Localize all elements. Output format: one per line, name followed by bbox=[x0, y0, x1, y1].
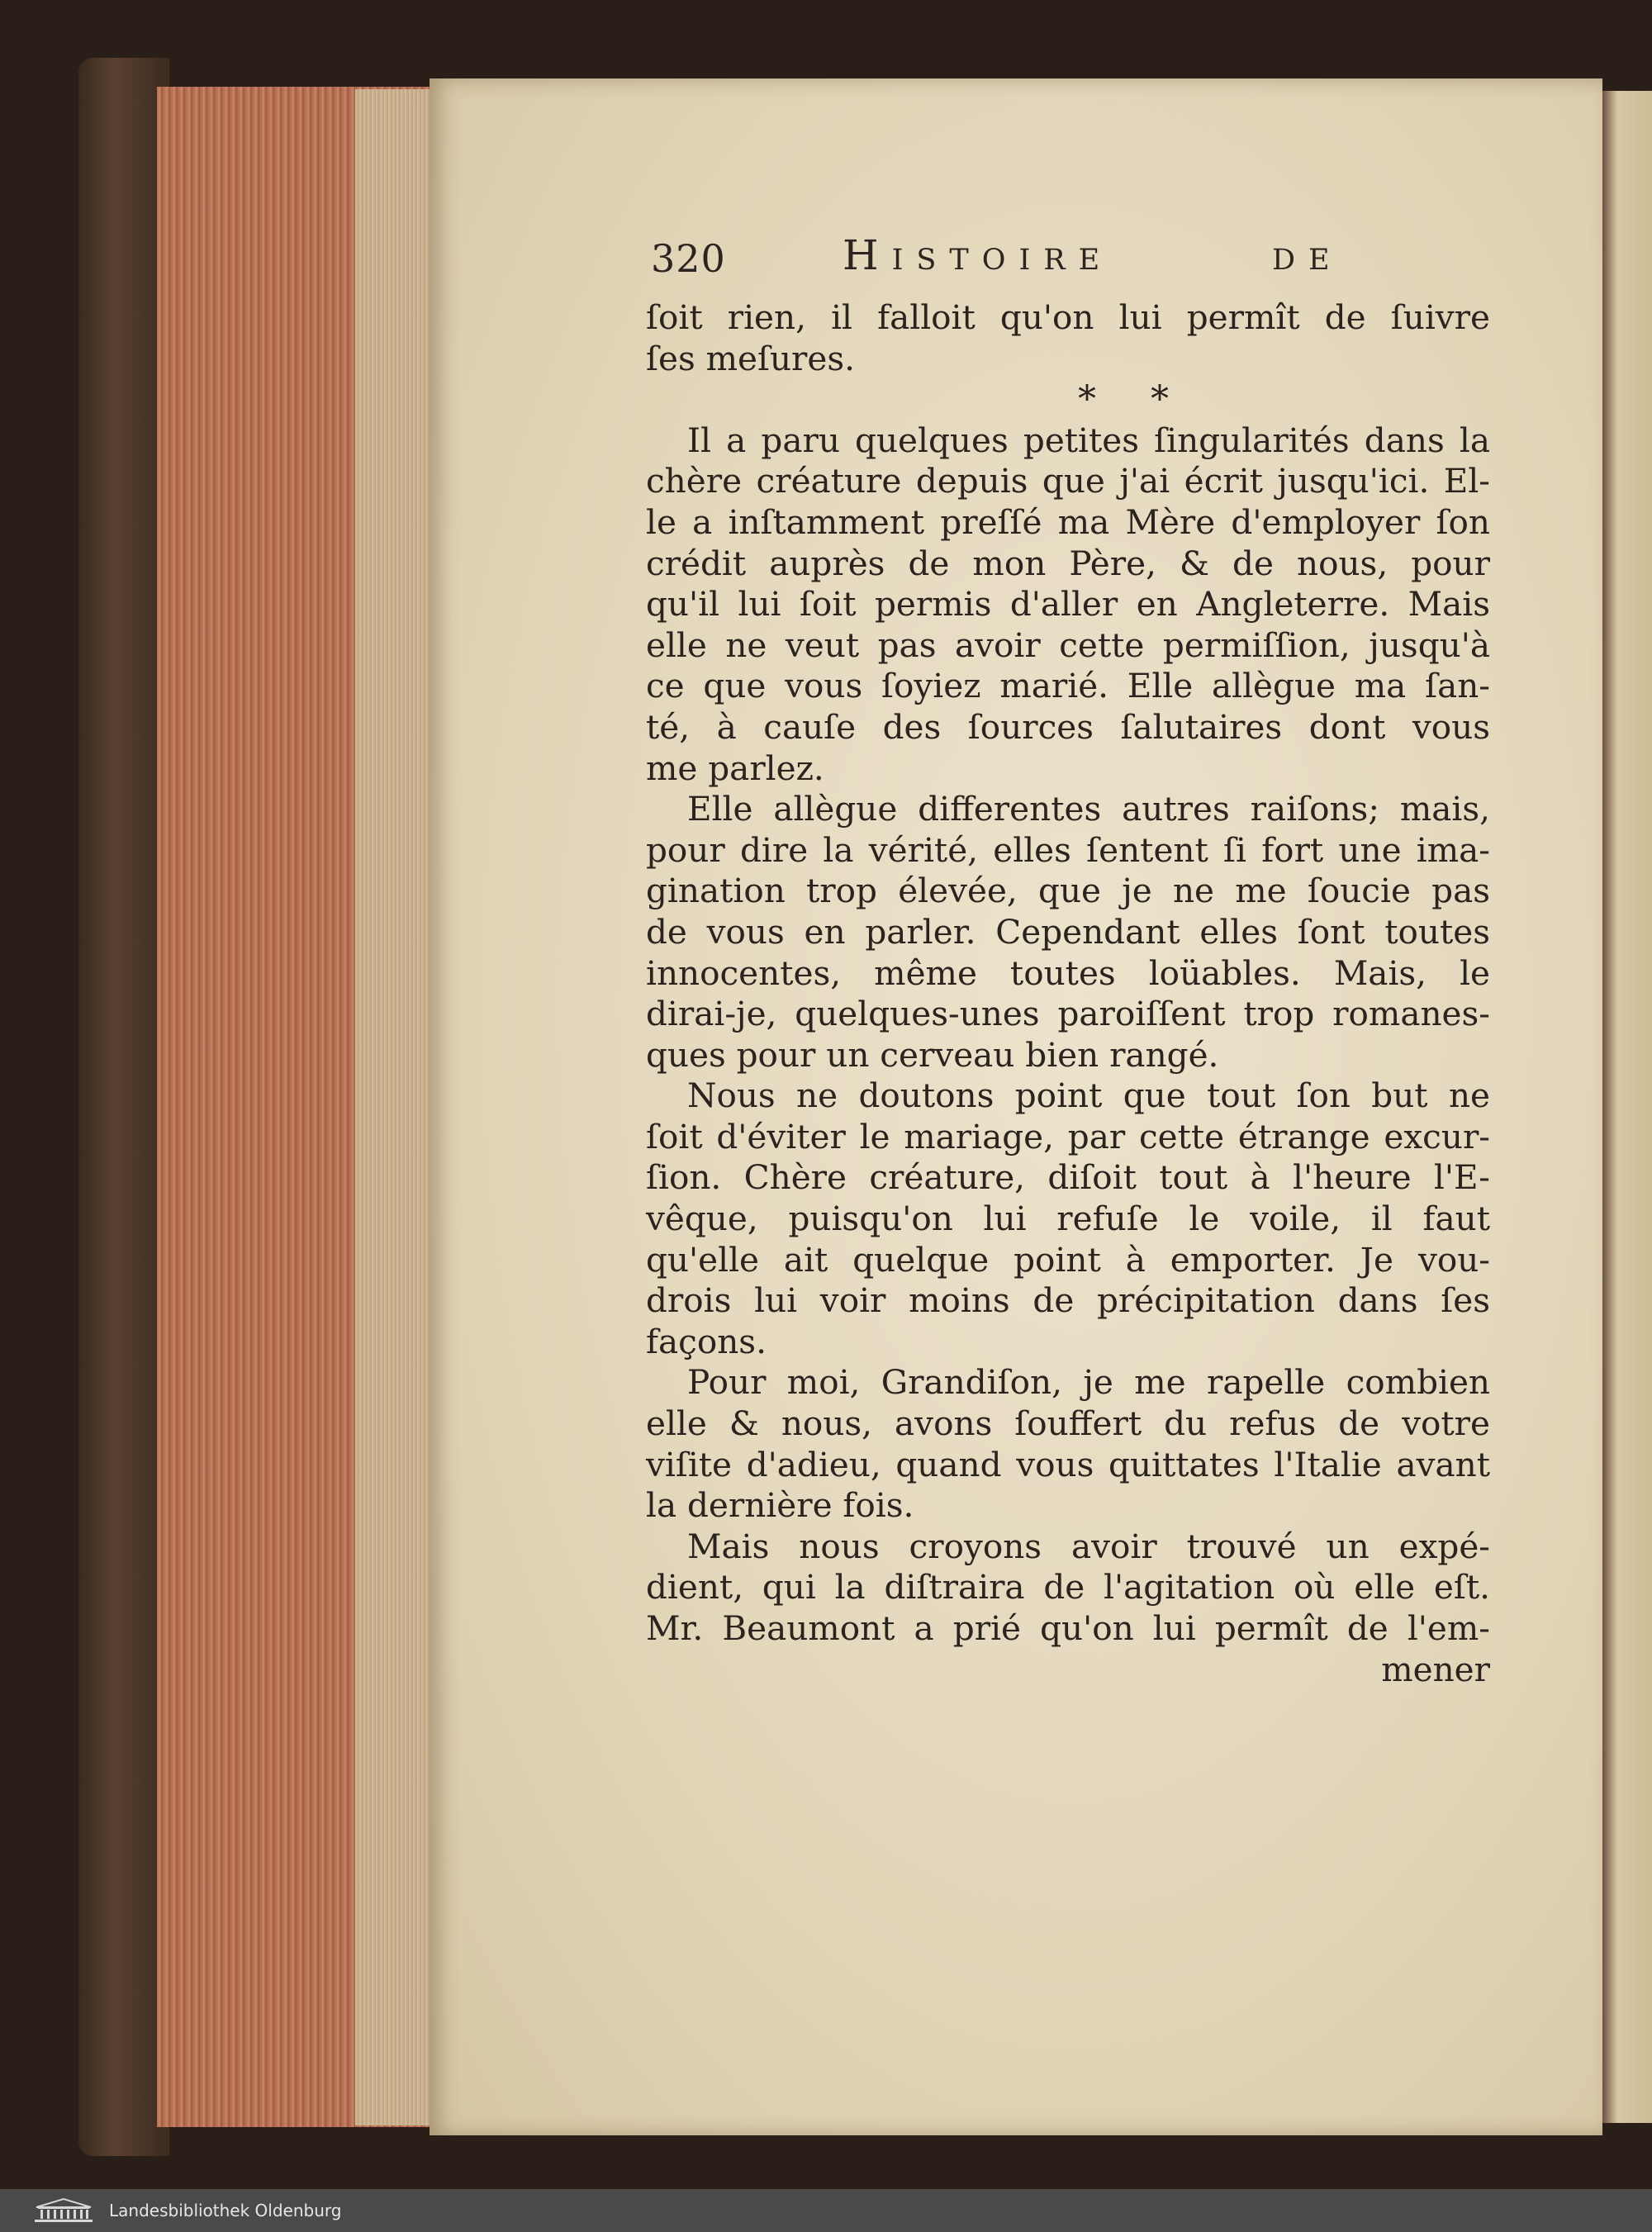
running-title-main: Histoire bbox=[843, 231, 1113, 279]
running-title-de: de bbox=[1272, 231, 1343, 279]
text-line: Mais nous croyons avoir trouvé un expé- bbox=[687, 1526, 1490, 1566]
text-line: vêque, puisqu'on lui refuſe le voile, il faut bbox=[646, 1199, 1490, 1239]
page-number: 320 bbox=[651, 236, 726, 281]
section-separator: * * bbox=[1078, 378, 1190, 421]
text-line: crédit auprès de mon Père, & de nous, pour bbox=[646, 543, 1490, 583]
text-line: Pour moi, Grandiſon, je me rapelle combien bbox=[687, 1362, 1490, 1403]
text-line: té, à cauſe des ſources ſalutaires dont vous bbox=[646, 706, 1490, 747]
text-line: qu'elle ait quelque point à emporter. Je vou- bbox=[646, 1239, 1490, 1280]
text-line: elle ne veut pas avoir cette permiſſion, jusqu'à bbox=[646, 624, 1490, 665]
text-line: innocentes, même toutes loüables. Mais, le bbox=[646, 952, 1490, 993]
text-line: pour dire la vérité, elles ſentent ſi fort une ima- bbox=[646, 829, 1490, 870]
text-line: me parlez. bbox=[646, 748, 824, 788]
text-line: ce que vous ſoyiez marié. Elle allègue ma ſan- bbox=[646, 666, 1490, 706]
text-line: viſite d'adieu, quand vous quittates l'Italie avant bbox=[646, 1444, 1490, 1484]
text-line: dirai-je, quelques-unes paroiſſent trop romanes- bbox=[646, 994, 1490, 1034]
page-body-text bbox=[646, 297, 1490, 1690]
text-line: de vous en parler. Cependant elles ſont toutes bbox=[646, 911, 1490, 952]
text-line: qu'il lui ſoit permis d'aller en Angleterre. Mais bbox=[646, 584, 1490, 624]
text-line: dient, qui la diſtraira de l'agitation où elle eſt. bbox=[646, 1567, 1490, 1608]
text-line: la dernière fois. bbox=[646, 1485, 914, 1526]
library-name: Landesbibliothek Oldenburg bbox=[109, 2201, 342, 2220]
text-line: Il a paru quelques petites ſingularités dans la bbox=[687, 420, 1490, 460]
book-cover-left bbox=[78, 58, 169, 2156]
text-line: Mr. Beaumont a prié qu'on lui permît de l'em- bbox=[646, 1608, 1490, 1648]
text-line: ques pour un cerveau bien rangé. bbox=[646, 1034, 1219, 1075]
facing-page-edge bbox=[1602, 91, 1652, 2123]
text-line: gination trop élevée, que je ne me ſoucie pas bbox=[646, 871, 1490, 911]
library-footer-bar bbox=[0, 2189, 1652, 2232]
running-title bbox=[843, 231, 1343, 279]
library-building-icon bbox=[33, 2197, 94, 2224]
text-line: ſoit rien, il falloit qu'on lui permît de ſuivre bbox=[646, 297, 1490, 337]
text-line: Nous ne doutons point que tout ſon but ne bbox=[687, 1076, 1490, 1116]
text-line: le a inſtamment preſſé ma Mère d'employer ſon bbox=[646, 501, 1490, 542]
text-line: chère créature depuis que j'ai écrit jusqu'ici. El- bbox=[646, 461, 1490, 501]
catchword: mener bbox=[1381, 1649, 1490, 1689]
text-line: ſion. Chère créature, diſoit tout à l'heure l'E- bbox=[646, 1157, 1490, 1198]
text-line: Elle allègue differentes autres raiſons; mais, bbox=[687, 789, 1490, 829]
text-line: drois lui voir moins de précipitation dans ſes bbox=[646, 1280, 1490, 1321]
text-line: ſes meſures. bbox=[646, 338, 856, 378]
text-line: elle & nous, avons ſouffert du refus de votre bbox=[646, 1403, 1490, 1444]
text-line: ſoit d'éviter le mariage, par cette étrange excur- bbox=[646, 1116, 1490, 1156]
text-line: façons. bbox=[646, 1321, 767, 1361]
page-edges-inner bbox=[355, 89, 438, 2125]
